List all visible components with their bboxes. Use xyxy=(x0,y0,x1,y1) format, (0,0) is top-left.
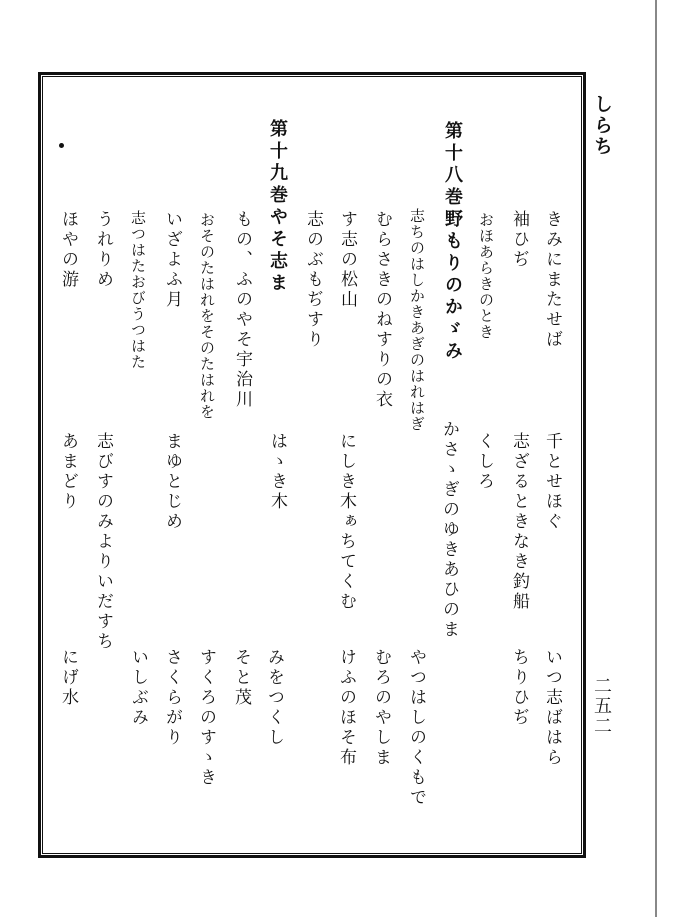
list-item: くしろ xyxy=(474,432,494,492)
list-item: いつ志ばはら xyxy=(542,648,562,768)
list-item: 志つはたおびうつはた xyxy=(129,210,147,370)
list-item: もの、ふのやそ宇治川 xyxy=(232,210,252,410)
list-item: おそのたはれをそのたはれを xyxy=(198,212,216,420)
list-item: はゝき木 xyxy=(267,432,287,512)
page-number: 二五二 xyxy=(591,676,612,736)
list-item: まゆとじめ xyxy=(162,432,182,532)
list-item: やつはしのくもで xyxy=(406,648,426,808)
list-item: いしぶみ xyxy=(128,648,148,728)
running-head: しらち xyxy=(591,94,613,157)
ink-dot xyxy=(59,143,64,148)
binding-edge-rule xyxy=(655,0,657,917)
list-item: むらさきのねすりの衣 xyxy=(372,210,392,410)
page-frame xyxy=(38,72,586,858)
volume-heading-18: 第十八巻野もりのかゞみ xyxy=(442,121,463,363)
volume-heading-19: 第十九巻やそ志ま xyxy=(267,119,288,295)
list-item: 志のぶもぢすり xyxy=(303,210,323,350)
list-item: すくろのすゝき xyxy=(196,648,216,788)
list-item: むろのやしま xyxy=(371,648,391,768)
list-item: にげ水 xyxy=(58,648,78,708)
list-item: そと茂 xyxy=(231,648,251,708)
list-item: いざよふ月 xyxy=(162,210,182,310)
list-item: 志ちのはしかきあぎのはれはぎ xyxy=(408,208,426,432)
list-item: す志の松山 xyxy=(337,210,357,310)
list-item: うれりめ xyxy=(93,210,113,290)
list-item: ほやの游 xyxy=(58,210,78,290)
list-item: おほあらきのとき xyxy=(477,212,495,340)
list-item: きみにまたせば xyxy=(542,210,562,350)
list-item: さくらがり xyxy=(162,648,182,748)
list-item: 志ざるときなき釣船 xyxy=(509,432,529,612)
list-item: みをつくし xyxy=(264,648,284,748)
list-item: 千とせほぐ xyxy=(542,432,562,532)
list-item: ちりひぢ xyxy=(509,648,529,728)
list-item: 志びすのみよりいだすち xyxy=(93,432,113,652)
list-item: あまどり xyxy=(58,432,78,512)
list-item: 袖ひぢ xyxy=(509,210,529,270)
list-item: けふのほそ布 xyxy=(336,648,356,768)
list-item: かさゝぎのゆきあひのま xyxy=(439,420,459,640)
list-item: にしき木ぁちてくむ xyxy=(336,432,356,612)
